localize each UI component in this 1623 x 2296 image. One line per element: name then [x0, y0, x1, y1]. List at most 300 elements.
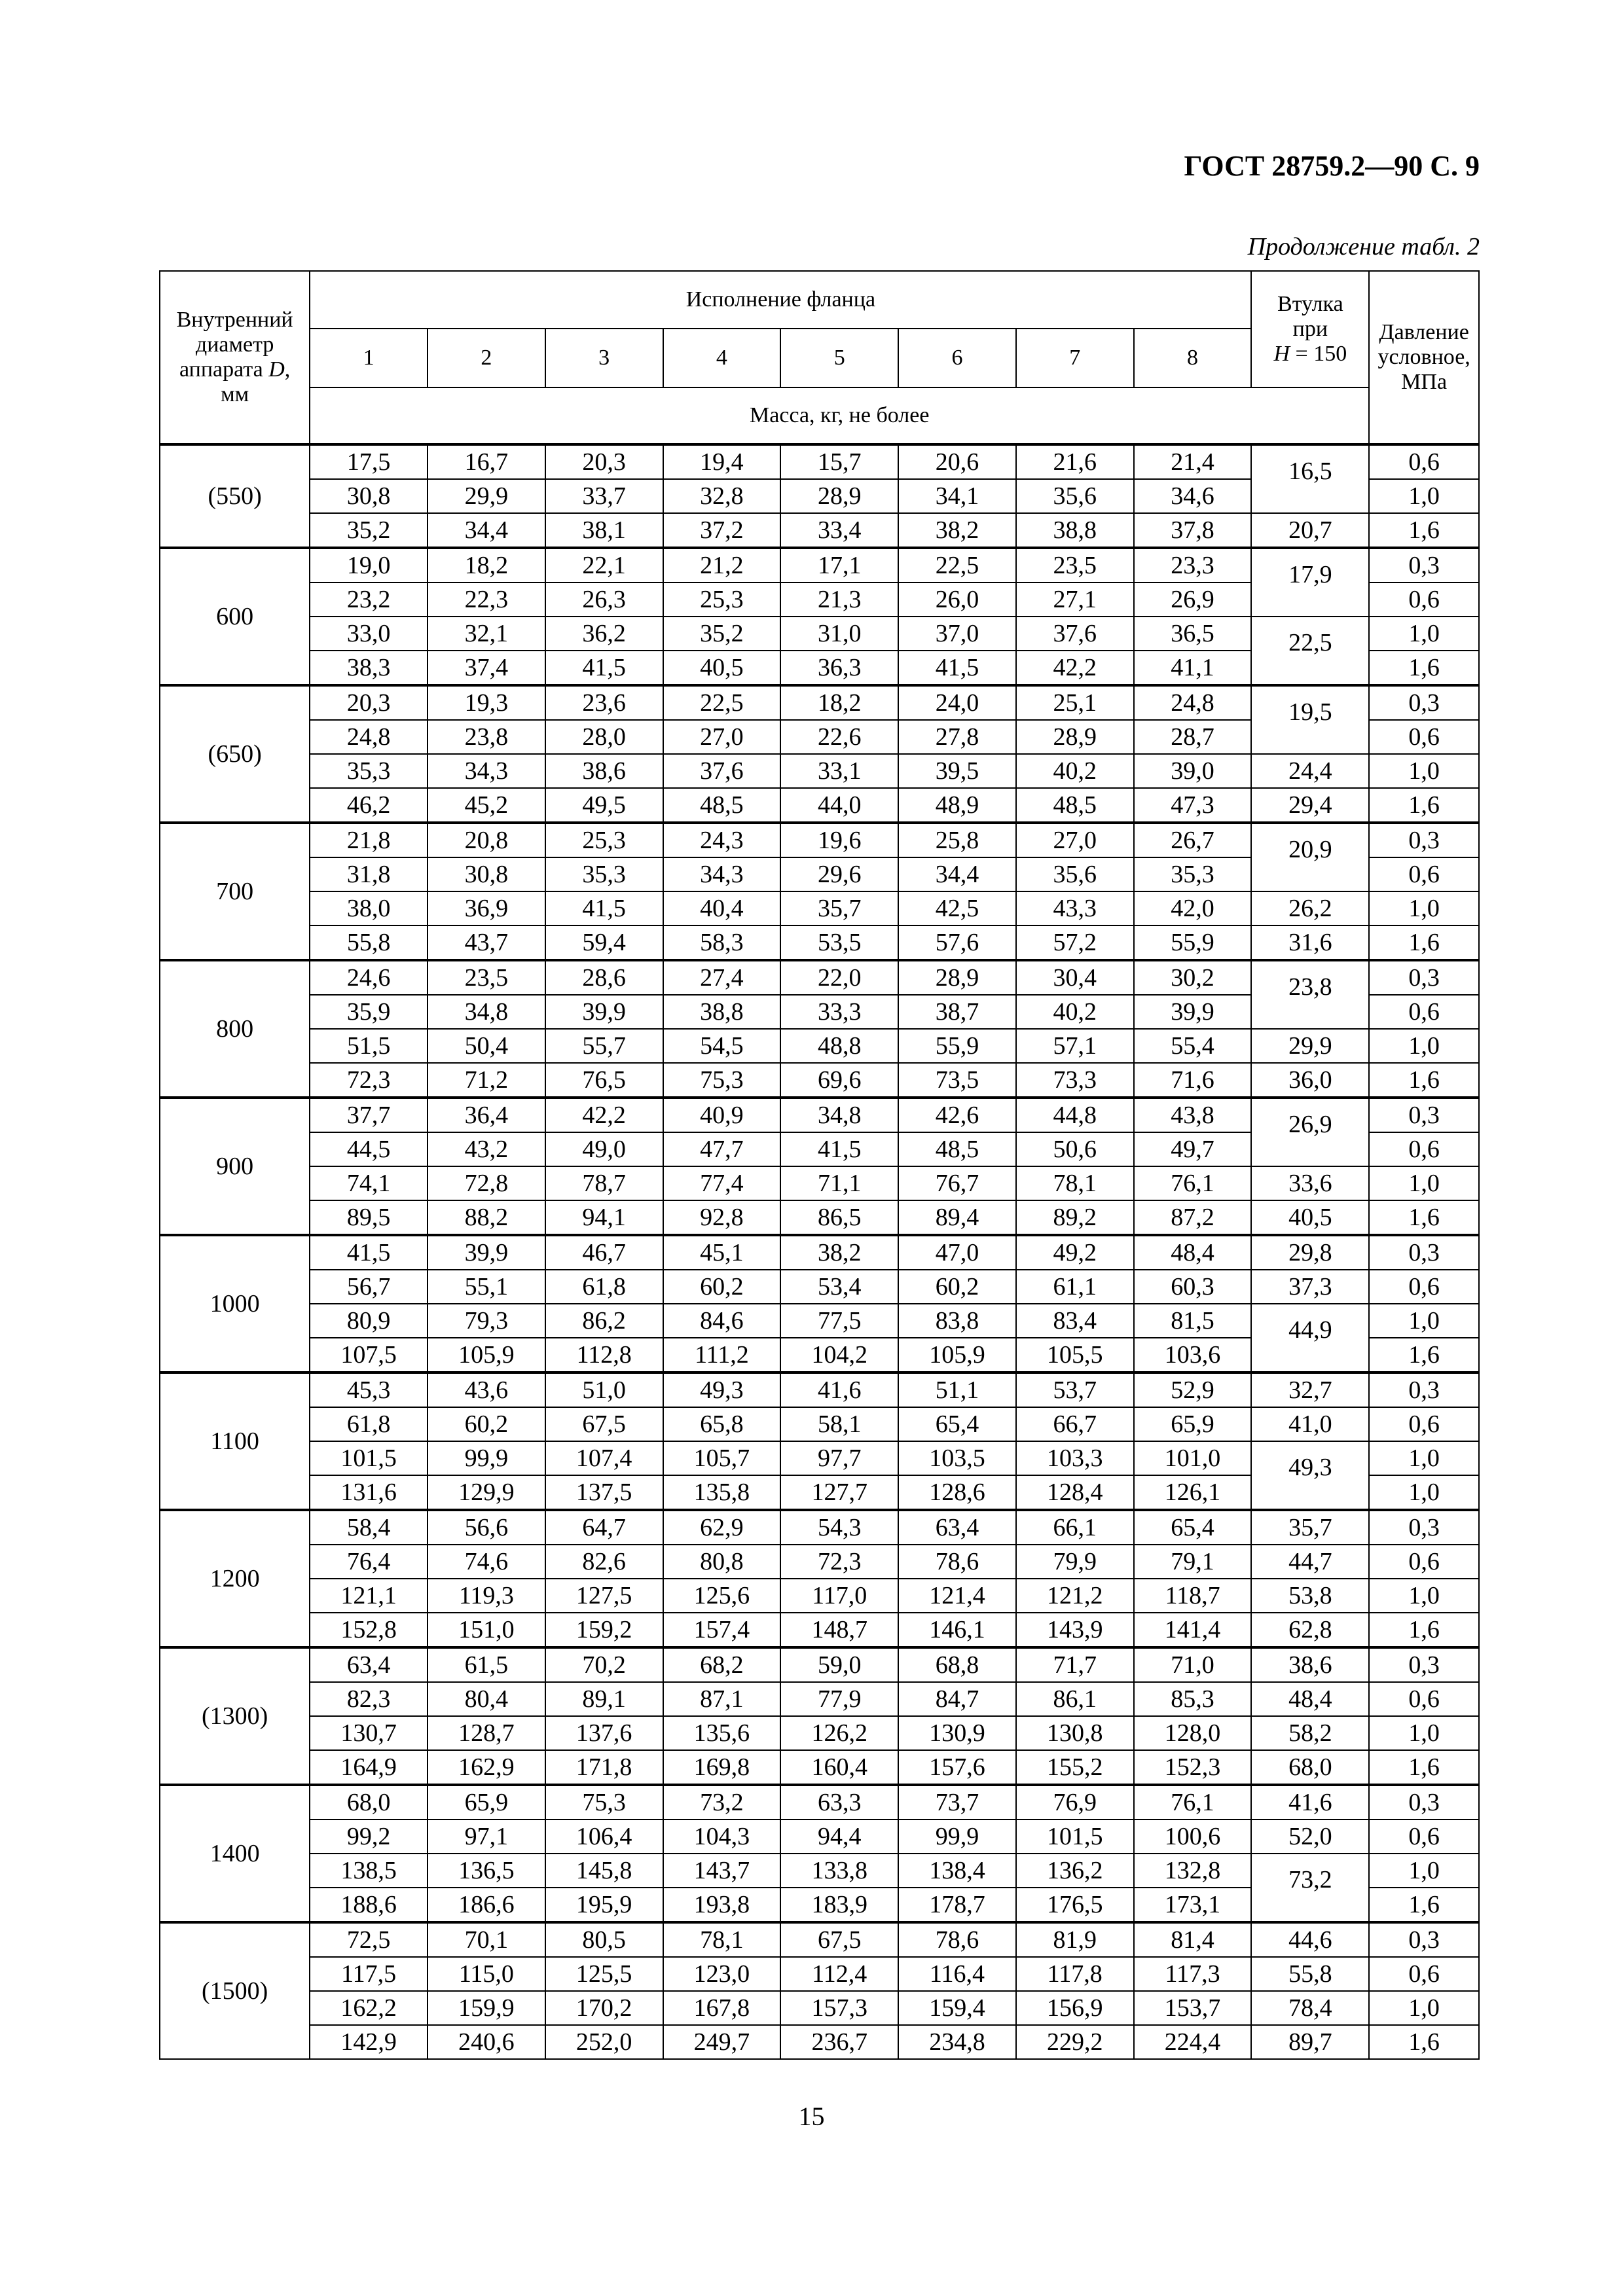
pressure-cell: 0,3 [1369, 1235, 1479, 1270]
mass-cell: 69,6 [780, 1063, 898, 1098]
diameter-cell: 1400 [160, 1785, 310, 1922]
mass-cell: 112,4 [780, 1957, 898, 1991]
mass-cell: 42,2 [1016, 651, 1134, 685]
sleeve-mass-cell: 29,4 [1251, 788, 1369, 823]
mass-cell: 81,9 [1016, 1922, 1134, 1957]
mass-cell: 34,1 [898, 479, 1016, 513]
mass-cell: 41,6 [780, 1372, 898, 1407]
pressure-cell: 1,0 [1369, 617, 1479, 651]
mass-cell: 22,3 [428, 583, 545, 617]
pressure-cell: 0,6 [1369, 583, 1479, 617]
mass-cell: 37,2 [663, 513, 781, 548]
diameter-cell: (1500) [160, 1922, 310, 2059]
mass-cell: 153,7 [1134, 1991, 1252, 2025]
flange-number-header: 8 [1134, 329, 1252, 387]
mass-cell: 19,0 [310, 548, 428, 583]
mass-cell: 76,1 [1134, 1785, 1252, 1820]
mass-cell: 22,5 [898, 548, 1016, 583]
mass-cell: 78,7 [545, 1166, 663, 1200]
mass-cell: 117,8 [1016, 1957, 1134, 1991]
pressure-cell: 0,3 [1369, 1372, 1479, 1407]
mass-cell: 25,8 [898, 823, 1016, 857]
table-row [160, 1510, 1479, 1545]
pressure-cell: 0,6 [1369, 1682, 1479, 1716]
mass-cell: 72,3 [310, 1063, 428, 1098]
mass-cell: 58,3 [663, 925, 781, 960]
sleeve-mass-cell: 26,2 [1251, 891, 1369, 925]
mass-cell: 46,7 [545, 1235, 663, 1270]
mass-cell: 41,5 [545, 891, 663, 925]
mass-cell: 145,8 [545, 1854, 663, 1888]
mass-cell: 41,1 [1134, 651, 1252, 685]
mass-cell: 33,3 [780, 995, 898, 1029]
sleeve-mass-cell: 44,9 [1251, 1304, 1369, 1372]
flange-number-header: 2 [428, 329, 545, 387]
table-row [160, 1166, 1479, 1200]
mass-cell: 68,8 [898, 1647, 1016, 1682]
mass-cell: 37,0 [898, 617, 1016, 651]
mass-cell: 18,2 [780, 685, 898, 720]
mass-cell: 121,2 [1016, 1579, 1134, 1613]
mass-cell: 26,0 [898, 583, 1016, 617]
mass-cell: 72,3 [780, 1545, 898, 1579]
mass-cell: 151,0 [428, 1613, 545, 1647]
pressure-cell: 0,6 [1369, 1545, 1479, 1579]
mass-cell: 76,9 [1016, 1785, 1134, 1820]
mass-cell: 48,8 [780, 1029, 898, 1063]
mass-cell: 34,6 [1134, 479, 1252, 513]
mass-cell: 157,6 [898, 1750, 1016, 1785]
mass-cell: 126,2 [780, 1716, 898, 1750]
mass-cell: 37,4 [428, 651, 545, 685]
mass-cell: 38,8 [1016, 513, 1134, 548]
mass-cell: 119,3 [428, 1579, 545, 1613]
mass-cell: 71,1 [780, 1166, 898, 1200]
mass-cell: 135,8 [663, 1475, 781, 1510]
table-row [160, 1991, 1479, 2025]
mass-cell: 36,3 [780, 651, 898, 685]
mass-cell: 103,5 [898, 1441, 1016, 1475]
mass-cell: 99,2 [310, 1820, 428, 1854]
table-row [160, 1785, 1479, 1820]
mass-cell: 49,5 [545, 788, 663, 823]
flange-number-header: 5 [780, 329, 898, 387]
mass-cell: 84,7 [898, 1682, 1016, 1716]
diameter-cell: (1300) [160, 1647, 310, 1785]
mass-cell: 188,6 [310, 1888, 428, 1922]
mass-cell: 229,2 [1016, 2025, 1134, 2059]
mass-cell: 128,6 [898, 1475, 1016, 1510]
mass-cell: 84,6 [663, 1304, 781, 1338]
mass-cell: 42,2 [545, 1098, 663, 1132]
mass-cell: 61,8 [545, 1270, 663, 1304]
mass-cell: 76,4 [310, 1545, 428, 1579]
diameter-cell: 600 [160, 548, 310, 685]
mass-cell: 53,5 [780, 925, 898, 960]
mass-cell: 30,8 [428, 857, 545, 891]
table-row [160, 925, 1479, 960]
mass-cell: 76,7 [898, 1166, 1016, 1200]
mass-cell: 155,2 [1016, 1750, 1134, 1785]
mass-cell: 141,4 [1134, 1613, 1252, 1647]
mass-cell: 133,8 [780, 1854, 898, 1888]
mass-cell: 118,7 [1134, 1579, 1252, 1613]
mass-cell: 73,5 [898, 1063, 1016, 1098]
mass-cell: 54,5 [663, 1029, 781, 1063]
sleeve-mass-cell: 78,4 [1251, 1991, 1369, 2025]
mass-cell: 51,1 [898, 1372, 1016, 1407]
mass-cell: 135,6 [663, 1716, 781, 1750]
mass-cell: 127,5 [545, 1579, 663, 1613]
mass-cell: 39,5 [898, 754, 1016, 788]
mass-cell: 59,0 [780, 1647, 898, 1682]
pressure-cell: 1,0 [1369, 1991, 1479, 2025]
mass-cell: 71,2 [428, 1063, 545, 1098]
mass-cell: 60,2 [428, 1407, 545, 1441]
mass-cell: 159,2 [545, 1613, 663, 1647]
table-row [160, 1270, 1479, 1304]
mass-cell: 138,5 [310, 1854, 428, 1888]
mass-cell: 167,8 [663, 1991, 781, 2025]
mass-cell: 48,5 [898, 1132, 1016, 1166]
mass-cell: 30,2 [1134, 960, 1252, 995]
mass-cell: 43,2 [428, 1132, 545, 1166]
mass-cell: 121,4 [898, 1579, 1016, 1613]
pressure-cell: 1,0 [1369, 1579, 1479, 1613]
mass-cell: 18,2 [428, 548, 545, 583]
mass-cell: 38,8 [663, 995, 781, 1029]
pressure-cell: 1,6 [1369, 925, 1479, 960]
mass-cell: 23,5 [1016, 548, 1134, 583]
mass-cell: 71,0 [1134, 1647, 1252, 1682]
mass-cell: 35,3 [310, 754, 428, 788]
mass-cell: 74,6 [428, 1545, 545, 1579]
mass-cell: 78,1 [663, 1922, 781, 1957]
mass-cell: 33,0 [310, 617, 428, 651]
mass-cell: 25,3 [545, 823, 663, 857]
mass-cell: 78,6 [898, 1922, 1016, 1957]
sleeve-mass-cell: 38,6 [1251, 1647, 1369, 1682]
mass-cell: 39,9 [1134, 995, 1252, 1029]
mass-cell: 55,8 [310, 925, 428, 960]
mass-cell: 35,2 [663, 617, 781, 651]
mass-cell: 37,7 [310, 1098, 428, 1132]
mass-cell: 52,9 [1134, 1372, 1252, 1407]
mass-cell: 38,0 [310, 891, 428, 925]
mass-cell: 34,3 [428, 754, 545, 788]
mass-cell: 85,3 [1134, 1682, 1252, 1716]
mass-cell: 31,8 [310, 857, 428, 891]
mass-cell: 130,9 [898, 1716, 1016, 1750]
mass-cell: 20,6 [898, 444, 1016, 479]
mass-cell: 117,3 [1134, 1957, 1252, 1991]
mass-cell: 105,9 [898, 1338, 1016, 1372]
sleeve-mass-cell: 58,2 [1251, 1716, 1369, 1750]
mass-cell: 57,2 [1016, 925, 1134, 960]
mass-cell: 41,5 [898, 651, 1016, 685]
sleeve-mass-cell: 19,5 [1251, 685, 1369, 754]
mass-cell: 24,3 [663, 823, 781, 857]
mass-cell: 106,4 [545, 1820, 663, 1854]
mass-cell: 60,2 [898, 1270, 1016, 1304]
mass-cell: 19,3 [428, 685, 545, 720]
mass-cell: 121,1 [310, 1579, 428, 1613]
diameter-cell: 1100 [160, 1372, 310, 1510]
mass-cell: 21,8 [310, 823, 428, 857]
mass-cell: 41,5 [780, 1132, 898, 1166]
mass-cell: 86,2 [545, 1304, 663, 1338]
table-row [160, 1407, 1479, 1441]
diameter-cell: 800 [160, 960, 310, 1098]
flange-number-header: 6 [898, 329, 1016, 387]
mass-cell: 23,3 [1134, 548, 1252, 583]
mass-cell: 53,4 [780, 1270, 898, 1304]
mass-cell: 22,1 [545, 548, 663, 583]
mass-cell: 156,9 [1016, 1991, 1134, 2025]
mass-cell: 65,9 [428, 1785, 545, 1820]
mass-cell: 125,6 [663, 1579, 781, 1613]
mass-cell: 79,3 [428, 1304, 545, 1338]
mass-cell: 28,9 [1016, 720, 1134, 754]
sleeve-mass-cell: 29,8 [1251, 1235, 1369, 1270]
mass-cell: 27,8 [898, 720, 1016, 754]
mass-cell: 74,1 [310, 1166, 428, 1200]
mass-cell: 112,8 [545, 1338, 663, 1372]
mass-cell: 89,5 [310, 1200, 428, 1235]
mass-cell: 92,8 [663, 1200, 781, 1235]
mass-cell: 33,7 [545, 479, 663, 513]
mass-cell: 99,9 [428, 1441, 545, 1475]
mass-cell: 27,0 [663, 720, 781, 754]
mass-cell: 27,0 [1016, 823, 1134, 857]
mass-cell: 123,0 [663, 1957, 781, 1991]
table-row [160, 1200, 1479, 1235]
mass-cell: 76,5 [545, 1063, 663, 1098]
mass-cell: 80,4 [428, 1682, 545, 1716]
mass-cell: 176,5 [1016, 1888, 1134, 1922]
mass-cell: 44,8 [1016, 1098, 1134, 1132]
mass-cell: 183,9 [780, 1888, 898, 1922]
mass-cell: 23,5 [428, 960, 545, 995]
mass-cell: 38,1 [545, 513, 663, 548]
mass-cell: 25,3 [663, 583, 781, 617]
pressure-cell: 1,6 [1369, 1888, 1479, 1922]
mass-cell: 36,2 [545, 617, 663, 651]
mass-cell: 81,4 [1134, 1922, 1252, 1957]
mass-cell: 77,9 [780, 1682, 898, 1716]
mass-cell: 75,3 [545, 1785, 663, 1820]
pressure-cell: 0,3 [1369, 823, 1479, 857]
mass-cell: 56,7 [310, 1270, 428, 1304]
mass-cell: 88,2 [428, 1200, 545, 1235]
sleeve-mass-cell: 20,9 [1251, 823, 1369, 891]
mass-cell: 66,1 [1016, 1510, 1134, 1545]
pressure-cell: 0,6 [1369, 444, 1479, 479]
mass-cell: 47,3 [1134, 788, 1252, 823]
mass-cell: 28,9 [780, 479, 898, 513]
mass-cell: 101,5 [310, 1441, 428, 1475]
mass-cell: 71,7 [1016, 1647, 1134, 1682]
mass-cell: 38,2 [780, 1235, 898, 1270]
mass-cell: 24,0 [898, 685, 1016, 720]
mass-cell: 38,6 [545, 754, 663, 788]
mass-cell: 37,6 [1016, 617, 1134, 651]
mass-cell: 34,8 [428, 995, 545, 1029]
mass-cell: 58,1 [780, 1407, 898, 1441]
sleeve-mass-cell: 32,7 [1251, 1372, 1369, 1407]
mass-cell: 195,9 [545, 1888, 663, 1922]
diameter-cell: 1000 [160, 1235, 310, 1372]
sleeve-column-header: Втулка при H = 150 [1251, 271, 1369, 387]
mass-cell: 68,2 [663, 1647, 781, 1682]
table-row [160, 1029, 1479, 1063]
sleeve-mass-cell: 44,6 [1251, 1922, 1369, 1957]
sleeve-mass-cell: 22,5 [1251, 617, 1369, 685]
mass-cell: 66,7 [1016, 1407, 1134, 1441]
pressure-cell: 1,0 [1369, 1441, 1479, 1475]
sleeve-mass-cell: 49,3 [1251, 1441, 1369, 1510]
mass-cell: 28,6 [545, 960, 663, 995]
mass-cell: 68,0 [310, 1785, 428, 1820]
sleeve-mass-cell: 23,8 [1251, 960, 1369, 1029]
mass-cell: 38,2 [898, 513, 1016, 548]
sleeve-mass-cell: 55,8 [1251, 1957, 1369, 1991]
mass-cell: 49,3 [663, 1372, 781, 1407]
mass-cell: 136,2 [1016, 1854, 1134, 1888]
mass-cell: 21,6 [1016, 444, 1134, 479]
mass-cell: 63,4 [310, 1647, 428, 1682]
mass-cell: 70,1 [428, 1922, 545, 1957]
sleeve-mass-cell: 36,0 [1251, 1063, 1369, 1098]
pressure-cell: 1,0 [1369, 754, 1479, 788]
mass-cell: 94,4 [780, 1820, 898, 1854]
mass-cell: 83,8 [898, 1304, 1016, 1338]
mass-cell: 20,3 [310, 685, 428, 720]
sleeve-mass-cell: 73,2 [1251, 1854, 1369, 1922]
mass-cell: 157,3 [780, 1991, 898, 2025]
mass-cell: 65,8 [663, 1407, 781, 1441]
mass-cell: 97,1 [428, 1820, 545, 1854]
table-row [160, 823, 1479, 857]
page-number: 15 [798, 2102, 825, 2131]
mass-cell: 143,9 [1016, 1613, 1134, 1647]
flange-number-header: 7 [1016, 329, 1134, 387]
mass-cell: 26,7 [1134, 823, 1252, 857]
table-row [160, 1647, 1479, 1682]
mass-cell: 41,5 [310, 1235, 428, 1270]
mass-cell: 99,9 [898, 1820, 1016, 1854]
mass-cell: 164,9 [310, 1750, 428, 1785]
table-row [160, 1579, 1479, 1613]
mass-cell: 29,9 [428, 479, 545, 513]
mass-cell: 57,1 [1016, 1029, 1134, 1063]
mass-cell: 21,2 [663, 548, 781, 583]
mass-cell: 100,6 [1134, 1820, 1252, 1854]
sleeve-mass-cell: 52,0 [1251, 1820, 1369, 1854]
sleeve-mass-cell: 26,9 [1251, 1098, 1369, 1166]
pressure-cell: 0,3 [1369, 548, 1479, 583]
table-row [160, 1545, 1479, 1579]
mass-cell: 79,1 [1134, 1545, 1252, 1579]
table-row [160, 960, 1479, 995]
pressure-cell: 0,6 [1369, 857, 1479, 891]
mass-cell: 73,2 [663, 1785, 781, 1820]
pressure-cell: 0,6 [1369, 1957, 1479, 1991]
pressure-cell: 0,6 [1369, 995, 1479, 1029]
mass-cell: 45,1 [663, 1235, 781, 1270]
mass-cell: 127,7 [780, 1475, 898, 1510]
mass-cell: 75,3 [663, 1063, 781, 1098]
mass-cell: 43,7 [428, 925, 545, 960]
mass-cell: 128,0 [1134, 1716, 1252, 1750]
mass-cell: 80,9 [310, 1304, 428, 1338]
mass-cell: 89,4 [898, 1200, 1016, 1235]
mass-cell: 20,8 [428, 823, 545, 857]
table-row [160, 513, 1479, 548]
table-continuation-label: Продолжение табл. 2 [1247, 233, 1480, 260]
mass-cell: 71,6 [1134, 1063, 1252, 1098]
mass-cell: 160,4 [780, 1750, 898, 1785]
mass-cell: 136,5 [428, 1854, 545, 1888]
mass-cell: 15,7 [780, 444, 898, 479]
table-row [160, 891, 1479, 925]
sleeve-mass-cell: 89,7 [1251, 2025, 1369, 2059]
mass-cell: 43,6 [428, 1372, 545, 1407]
pressure-cell: 1,6 [1369, 1063, 1479, 1098]
table-row [160, 1063, 1479, 1098]
mass-cell: 30,8 [310, 479, 428, 513]
mass-cell: 126,1 [1134, 1475, 1252, 1510]
mass-cell: 28,0 [545, 720, 663, 754]
mass-cell: 32,8 [663, 479, 781, 513]
pressure-cell: 0,3 [1369, 1785, 1479, 1820]
mass-cell: 73,7 [898, 1785, 1016, 1820]
sleeve-mass-cell: 37,3 [1251, 1270, 1369, 1304]
sleeve-mass-cell: 33,6 [1251, 1166, 1369, 1200]
pressure-column-header: Давление условное, МПа [1369, 271, 1479, 444]
pressure-cell: 1,6 [1369, 513, 1479, 548]
mass-cell: 21,3 [780, 583, 898, 617]
pressure-cell: 0,3 [1369, 1922, 1479, 1957]
mass-cell: 42,5 [898, 891, 1016, 925]
mass-cell: 129,9 [428, 1475, 545, 1510]
mass-cell: 186,6 [428, 1888, 545, 1922]
table-row [160, 548, 1479, 583]
mass-cell: 23,6 [545, 685, 663, 720]
mass-cell: 59,4 [545, 925, 663, 960]
pressure-cell: 1,0 [1369, 1166, 1479, 1200]
mass-cell: 65,4 [1134, 1510, 1252, 1545]
mass-cell: 50,4 [428, 1029, 545, 1063]
mass-cell: 157,4 [663, 1613, 781, 1647]
mass-cell: 89,1 [545, 1682, 663, 1716]
table-row [160, 1098, 1479, 1132]
mass-cell: 173,1 [1134, 1888, 1252, 1922]
mass-cell: 116,4 [898, 1957, 1016, 1991]
mass-cell: 105,7 [663, 1441, 781, 1475]
flange-number-header: 1 [310, 329, 428, 387]
mass-cell: 137,5 [545, 1475, 663, 1510]
mass-cell: 54,3 [780, 1510, 898, 1545]
sleeve-mass-cell: 20,7 [1251, 513, 1369, 548]
mass-cell: 49,0 [545, 1132, 663, 1166]
mass-cell: 35,6 [1016, 479, 1134, 513]
mass-cell: 55,1 [428, 1270, 545, 1304]
mass-cell: 103,3 [1016, 1441, 1134, 1475]
mass-cell: 61,5 [428, 1647, 545, 1682]
table-row [160, 754, 1479, 788]
mass-cell: 83,4 [1016, 1304, 1134, 1338]
